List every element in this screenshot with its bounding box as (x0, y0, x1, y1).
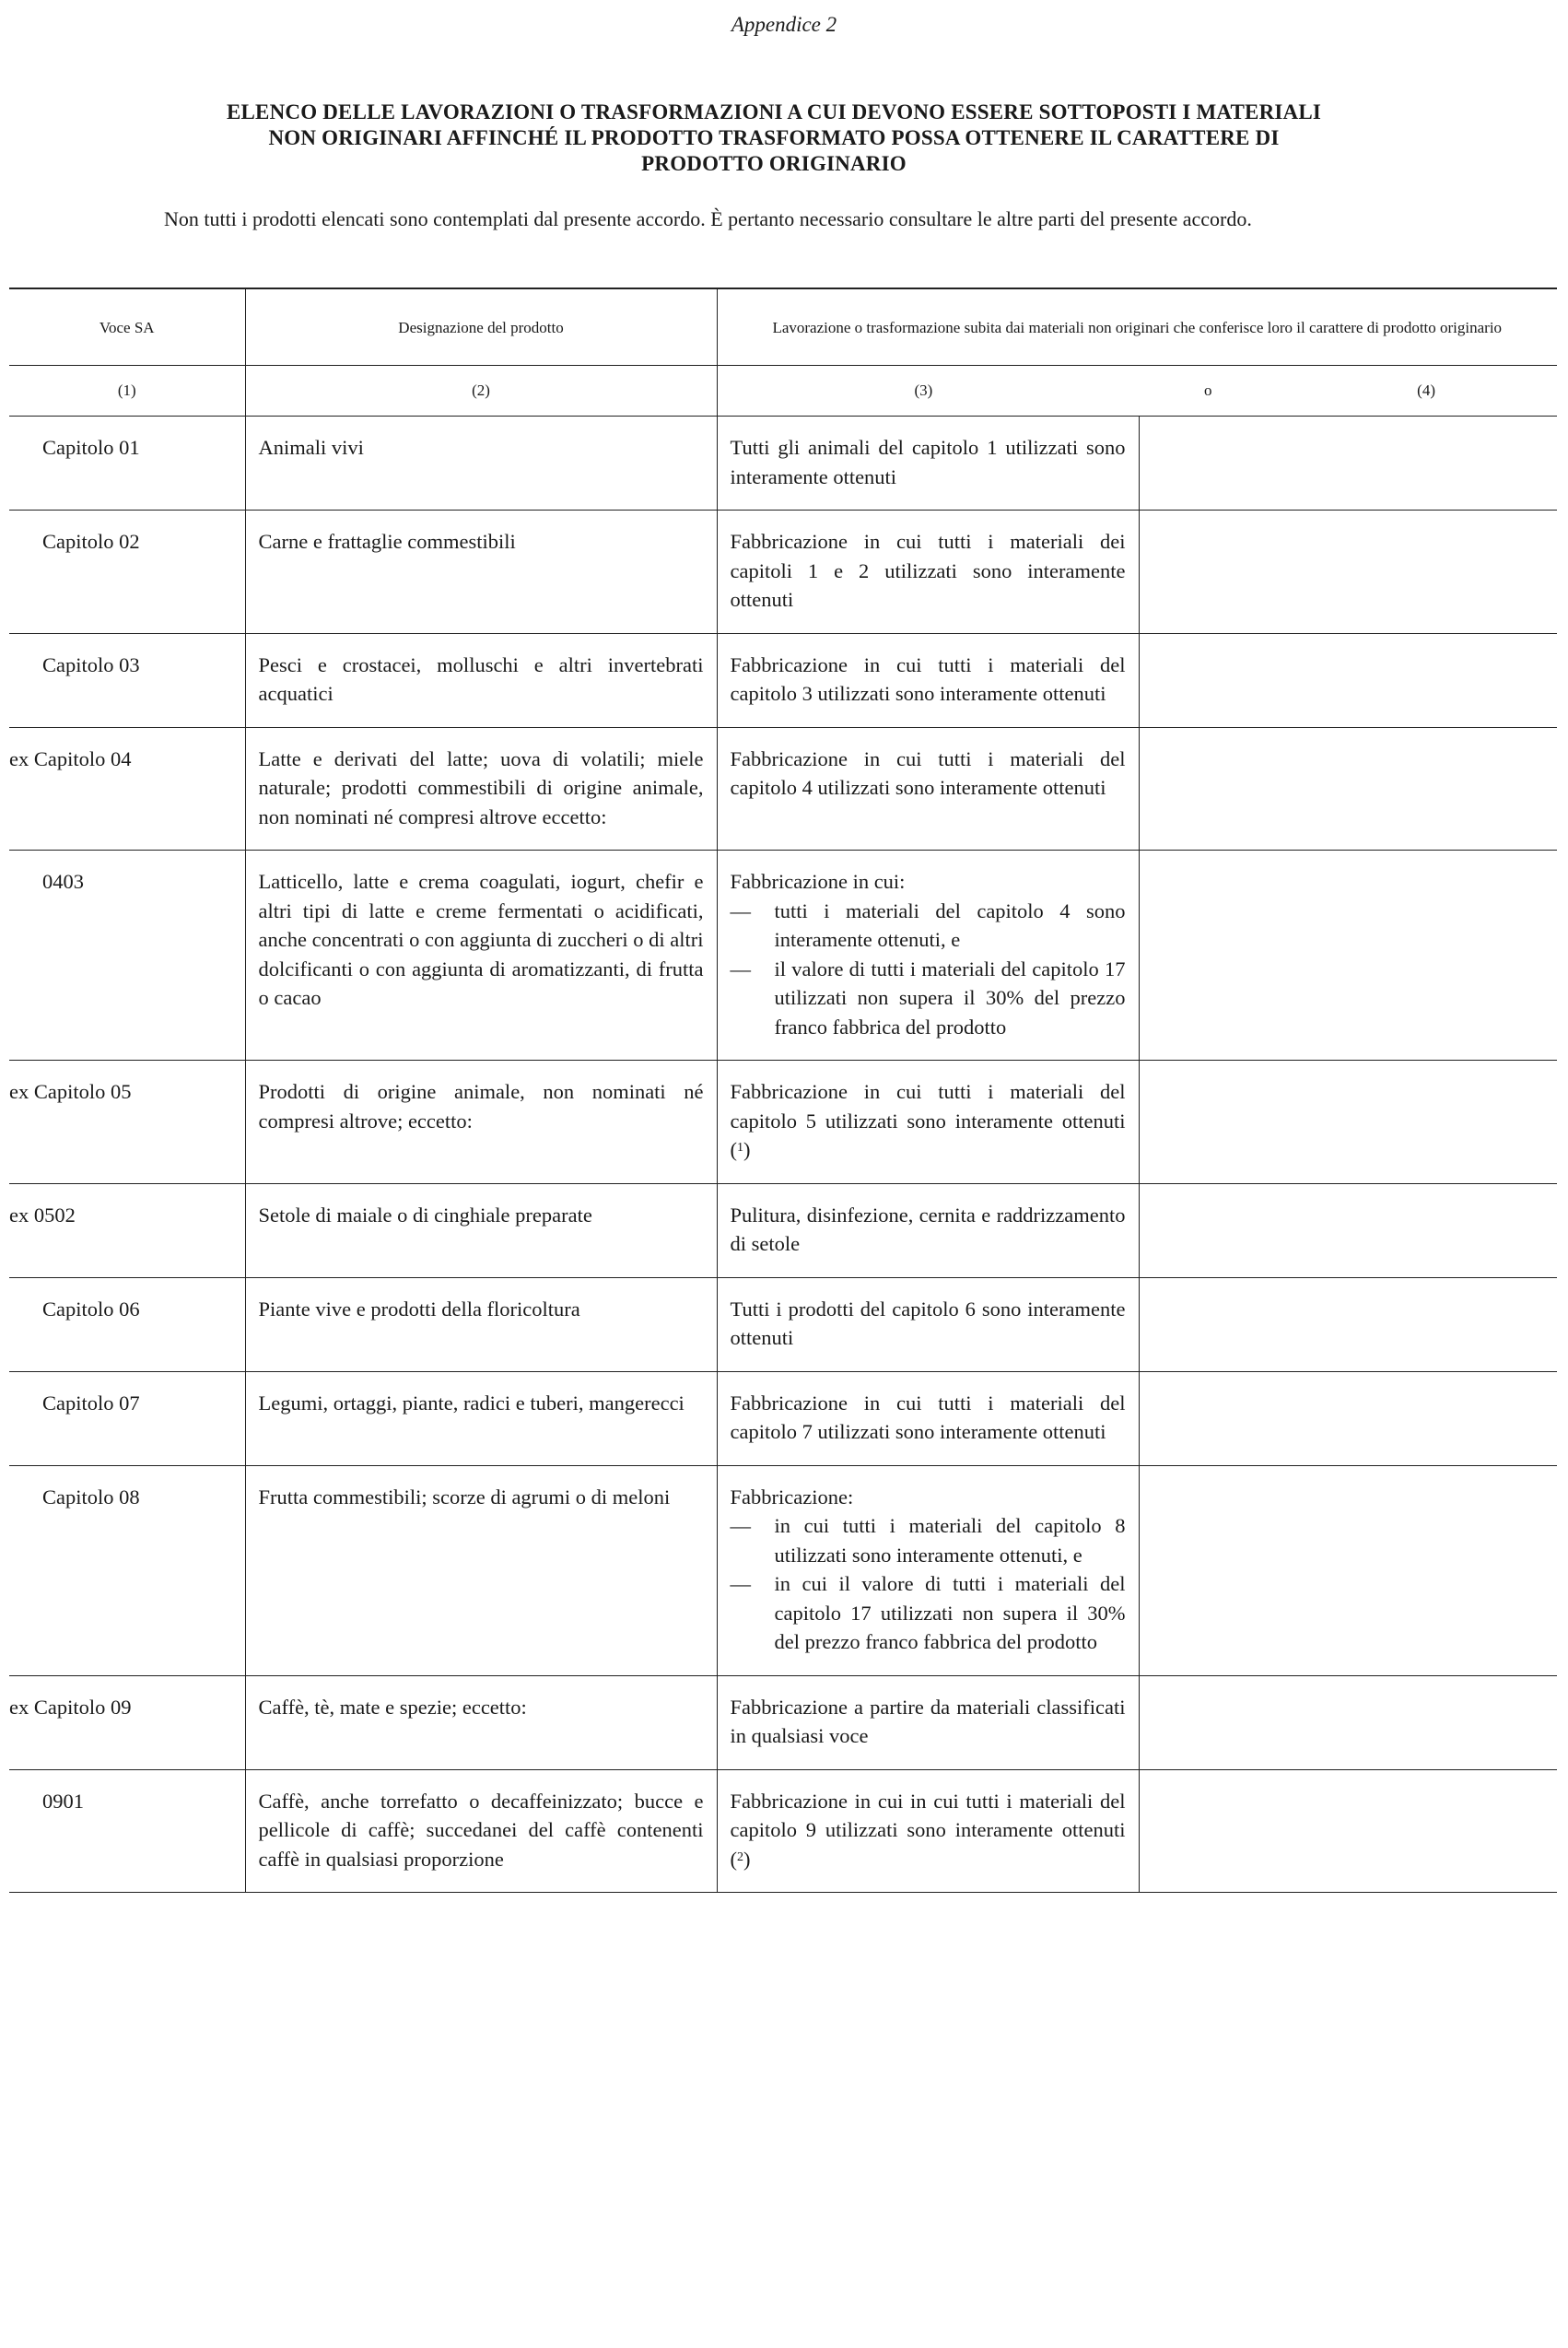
hs-code: 0403 (42, 870, 84, 893)
alternative-rule (1139, 1675, 1557, 1769)
product-description: Piante vive e prodotti della floricoltura (245, 1277, 717, 1371)
hs-code-cell (9, 1277, 245, 1371)
table-row (9, 417, 1557, 511)
processing-intro: Fabbricazione: (730, 1485, 854, 1509)
product-description: Legumi, ortaggi, piante, radici e tuberi, mangerecci (245, 1371, 717, 1465)
hs-code: Capitolo 03 (42, 652, 140, 676)
header-product-description: Designazione del prodotto (245, 288, 717, 366)
table-row (9, 1675, 1557, 1769)
processing-text: Pulitura, disinfezione, cernita e raddrizzamento di setole (730, 1203, 1126, 1255)
hs-code: ex Capitolo 04 (9, 746, 132, 770)
processing-rule (717, 727, 1139, 851)
table-row (9, 1277, 1557, 1371)
appendix-title: Appendice 2 (731, 13, 837, 36)
footnote-reference[interactable]: 1 (737, 1141, 743, 1155)
subheader-col2: (2) (245, 366, 717, 417)
hs-code-cell (9, 417, 245, 511)
product-description: Animali vivi (245, 417, 717, 511)
hs-code: Capitolo 01 (42, 436, 140, 459)
processing-rule (717, 1277, 1139, 1371)
alternative-rule (1139, 1183, 1557, 1277)
processing-text: Fabbricazione in cui tutti i materiali del capitolo 3 utilizzati sono interamente ottenuti (730, 652, 1126, 705)
product-description: Pesci e crostacei, molluschi e altri invertebrati acquatici (245, 633, 717, 727)
hs-code-cell (9, 1769, 245, 1893)
subheader-col1: (1) (9, 366, 245, 417)
hs-code: ex 0502 (9, 1203, 76, 1227)
processing-text: Fabbricazione in cui in cui tutti i materiali del capitolo 9 utilizzati sono interamente ottenuti (730, 1789, 1126, 1841)
hs-code-cell (9, 1675, 245, 1769)
rules-table (9, 288, 1557, 1893)
processing-text: Tutti gli animali del capitolo 1 utilizzati sono interamente ottenuti (730, 436, 1126, 488)
hs-code-cell (9, 633, 245, 727)
table-row (9, 1061, 1557, 1184)
processing-rule (717, 633, 1139, 727)
hs-code-cell (9, 1465, 245, 1675)
table-row (9, 511, 1557, 634)
product-description: Caffè, tè, mate e spezie; eccetto: (245, 1675, 717, 1769)
heading-line: PRODOTTO ORIGINARIO (641, 152, 907, 175)
hs-code: ex Capitolo 05 (9, 1080, 132, 1103)
alternative-rule (1139, 851, 1557, 1061)
product-description: Latte e derivati del latte; uova di volatili; miele naturale; prodotti commestibili di origine animale, non nominati né compresi altrove eccetto: (245, 727, 717, 851)
subheader-col4: (4) (1417, 382, 1435, 399)
processing-rule (717, 1465, 1139, 1675)
processing-text: Tutti i prodotti del capitolo 6 sono interamente ottenuti (730, 1297, 1126, 1349)
alternative-rule (1139, 417, 1557, 511)
processing-bullet: — il valore di tutti i materiali del capitolo 17 utilizzati non supera il 30% del prezzo franco fabbrica del prodotto (731, 955, 1126, 1042)
alternative-rule (1139, 1061, 1557, 1184)
processing-rule (717, 851, 1139, 1061)
header-processing: Lavorazione o trasformazione subita dai materiali non originari che conferisce loro il carattere di prodotto originario (717, 288, 1557, 366)
table-row (9, 1465, 1557, 1675)
alternative-rule (1139, 1769, 1557, 1893)
hs-code: ex Capitolo 09 (9, 1695, 132, 1719)
processing-rule (717, 1183, 1139, 1277)
subheader-or: o (1204, 382, 1212, 399)
header-hs-code: Voce SA (9, 288, 245, 366)
alternative-rule (1139, 1371, 1557, 1465)
processing-text: Fabbricazione a partire da materiali classificati in qualsiasi voce (730, 1695, 1126, 1747)
hs-code: Capitolo 06 (42, 1297, 140, 1321)
product-description: Prodotti di origine animale, non nominati né compresi altrove; eccetto: (245, 1061, 717, 1184)
table-row (9, 1371, 1557, 1465)
product-description: Frutta commestibili; scorze di agrumi o di meloni (245, 1465, 717, 1675)
table-row (9, 851, 1557, 1061)
alternative-rule (1139, 1277, 1557, 1371)
table-row (9, 1769, 1557, 1893)
product-description: Caffè, anche torrefatto o decaffeinizzato; bucce e pellicole di caffè; succedanei del caffè contenenti caffè in qualsiasi proporzione (245, 1769, 717, 1893)
hs-code: Capitolo 07 (42, 1391, 140, 1415)
product-description: Latticello, latte e crema coagulati, iogurt, chefir e altri tipi di latte e creme fermentati o acidificati, anche concentrati o con aggiunta di zuccheri o di altri dolcificanti o con aggiunta di aromatizzanti, di frutta o cacao (245, 851, 717, 1061)
hs-code-cell (9, 1061, 245, 1184)
alternative-rule (1139, 727, 1557, 851)
table-header-row (9, 288, 1557, 366)
document-heading (157, 100, 1391, 177)
heading-line: ELENCO DELLE LAVORAZIONI O TRASFORMAZIONI A CUI DEVONO ESSERE SOTTOPOSTI I MATERIALI (226, 100, 1322, 123)
hs-code-cell (9, 511, 245, 634)
heading-line: NON ORIGINARI AFFINCHÉ IL PRODOTTO TRASFORMATO POSSA OTTENERE IL CARATTERE DI (268, 126, 1280, 149)
processing-rule (717, 1371, 1139, 1465)
footnote-reference[interactable]: 2 (737, 1849, 743, 1864)
table-row (9, 633, 1557, 727)
hs-code-cell (9, 727, 245, 851)
hs-code-cell (9, 851, 245, 1061)
processing-bullet: — in cui tutti i materiali del capitolo 8 utilizzati sono interamente ottenuti, e (731, 1511, 1126, 1569)
processing-text: Fabbricazione in cui tutti i materiali del capitolo 7 utilizzati sono interamente ottenuti (730, 1391, 1126, 1443)
hs-code: Capitolo 02 (42, 530, 140, 553)
processing-bullet: — tutti i materiali del capitolo 4 sono interamente ottenuti, e (731, 897, 1126, 955)
alternative-rule (1139, 511, 1557, 634)
table-subheader-row (9, 366, 1557, 417)
processing-rule (717, 511, 1139, 634)
processing-bullet: — in cui il valore di tutti i materiali del capitolo 17 utilizzati non supera il 30% del prezzo franco fabbrica del prodotto (731, 1569, 1126, 1657)
intro-note: Non tutti i prodotti elencati sono contemplati dal presente accordo. È pertanto necessario consultare le altre parti del presente accordo. (164, 207, 1252, 230)
table-row (9, 727, 1557, 851)
subheader-col3: (3) (914, 382, 933, 399)
processing-rule: Fabbricazione in cui in cui tutti i materiali del capitolo 9 utilizzati sono interamente ottenuti ($^2$) (717, 1769, 1139, 1893)
subheader-col34 (717, 366, 1557, 417)
processing-text: Fabbricazione in cui tutti i materiali del capitolo 4 utilizzati sono interamente ottenuti (730, 746, 1126, 799)
processing-rule: Fabbricazione in cui tutti i materiali del capitolo 5 utilizzati sono interamente ottenuti ($^1$) (717, 1061, 1139, 1184)
processing-rule (717, 1675, 1139, 1769)
hs-code: 0901 (42, 1789, 84, 1813)
alternative-rule (1139, 1465, 1557, 1675)
processing-intro: Fabbricazione in cui: (730, 870, 906, 893)
alternative-rule (1139, 633, 1557, 727)
hs-code-cell (9, 1183, 245, 1277)
product-description: Carne e frattaglie commestibili (245, 511, 717, 634)
hs-code: Capitolo 08 (42, 1485, 140, 1509)
processing-text: Fabbricazione in cui tutti i materiali dei capitoli 1 e 2 utilizzati sono interamente ottenuti (730, 530, 1126, 611)
table-row (9, 1183, 1557, 1277)
product-description: Setole di maiale o di cinghiale preparate (245, 1183, 717, 1277)
hs-code-cell (9, 1371, 245, 1465)
processing-rule (717, 417, 1139, 511)
processing-text: Fabbricazione in cui tutti i materiali del capitolo 5 utilizzati sono interamente ottenuti (730, 1080, 1126, 1133)
